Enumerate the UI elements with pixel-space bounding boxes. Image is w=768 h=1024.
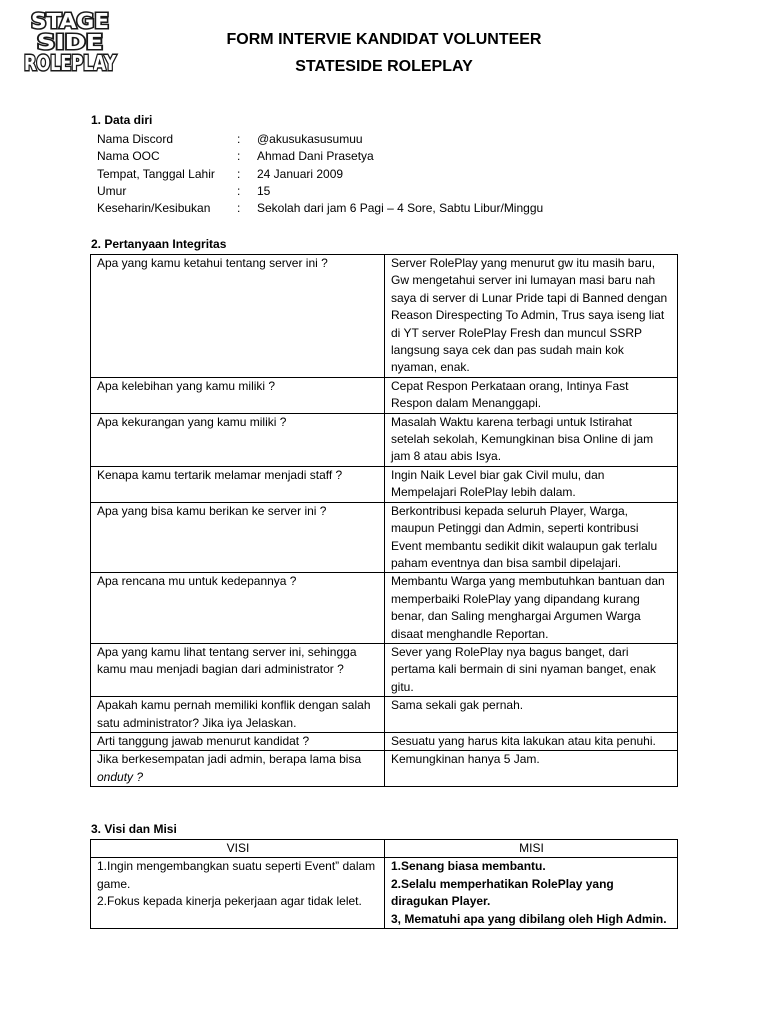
question-cell: Apa kelebihan yang kamu miliki ? <box>91 377 385 413</box>
visi-cell <box>91 858 385 929</box>
table-row <box>91 643 678 696</box>
table-header-row <box>91 840 678 858</box>
misi-cell <box>385 858 678 929</box>
question-text-italic: onduty ? <box>97 769 144 784</box>
field-colon: : <box>237 201 241 215</box>
table-row <box>91 377 678 413</box>
table-row <box>91 413 678 466</box>
table-row <box>91 697 678 733</box>
question-cell: Apa kekurangan yang kamu miliki ? <box>91 413 385 466</box>
answer-cell: Server RolePlay yang menurut gw itu masih baru, Gw mengetahui server ini lumayan masi baru nah saya di server di Lunar Pride tapi di Banned dengan Reason Direspecting To Admin, Trus saya iseng liat di YT server RolePlay Fresh dan muncul SSRP langsung saya cek dan pas sudah main kok nyaman, enak. <box>385 255 678 378</box>
question-cell: Arti tanggung jawab menurut kandidat ? <box>91 732 385 750</box>
answer-cell: Sama sekali gak pernah. <box>385 697 678 733</box>
data-diri-row <box>97 200 543 217</box>
question-cell: Apa yang bisa kamu berikan ke server ini ? <box>91 502 385 573</box>
data-diri-heading: 1. Data diri <box>91 113 153 127</box>
answer-cell: Membantu Warga yang membutuhkan bantuan dan memperbaiki RolePlay yang dipandang kurang benar, dan Saling menghargai Argumen Warga disaat menghandle Reportan. <box>385 573 678 644</box>
integritas-heading: 2. Pertanyaan Integritas <box>91 237 227 251</box>
field-colon: : <box>237 132 241 146</box>
field-colon: : <box>237 184 241 198</box>
visi-misi-table <box>90 839 678 929</box>
question-cell: Kenapa kamu tertarik melamar menjadi staff ? <box>91 466 385 502</box>
misi-column-header: MISI <box>385 840 678 858</box>
logo-line-3: ROLEPLAY <box>24 51 117 75</box>
field-colon: : <box>237 149 241 163</box>
title-line-2: STATESIDE ROLEPLAY <box>295 58 473 75</box>
field-value: Sekolah dari jam 6 Pagi – 4 Sore, Sabtu Libur/Minggu <box>257 201 544 215</box>
table-row <box>91 502 678 573</box>
logo-line-1: STAGE <box>31 9 109 33</box>
field-label: Tempat, Tanggal Lahir <box>97 167 215 181</box>
table-row <box>91 573 678 644</box>
table-row <box>91 255 678 378</box>
misi-item: 2.Selalu memperhatikan RolePlay yang diragukan Player. <box>391 876 614 909</box>
table-row <box>91 732 678 750</box>
field-colon: : <box>237 167 241 181</box>
form-title <box>0 26 768 80</box>
table-row <box>91 466 678 502</box>
visi-misi-heading: 3. Visi dan Misi <box>91 822 177 836</box>
data-diri-row <box>97 166 343 183</box>
field-label: Keseharin/Kesibukan <box>97 201 211 215</box>
answer-cell: Berkontribusi kepada seluruh Player, Warga, maupun Petinggi dan Admin, seperti kontribusi Event membantu sedikit dikit walaupun gak terlalu paham eventnya dan bisa sambil dipelajari. <box>385 502 678 573</box>
logo-line-2: SIDE <box>37 30 103 54</box>
question-text: Jika berkesempatan jadi admin, berapa lama bisa <box>97 752 362 767</box>
question-cell: Apa rencana mu untuk kedepannya ? <box>91 573 385 644</box>
table-row <box>91 858 678 929</box>
field-value: @akusukasusumuu <box>257 132 363 146</box>
misi-item: 1.Senang biasa membantu. <box>391 859 546 874</box>
question-cell: Apa yang kamu lihat tentang server ini, sehingga kamu mau menjadi bagian dari administrator ? <box>91 643 385 696</box>
field-label: Nama Discord <box>97 132 174 146</box>
field-value: 24 Januari 2009 <box>257 167 344 181</box>
answer-cell: Ingin Naik Level biar gak Civil mulu, dan Mempelajari RolePlay lebih dalam. <box>385 466 678 502</box>
answer-cell: Sesuatu yang harus kita lakukan atau kita penuhi. <box>385 732 678 750</box>
data-diri-row <box>97 183 270 200</box>
misi-item: 3, Mematuhi apa yang dibilang oleh High Admin. <box>391 911 667 926</box>
visi-column-header: VISI <box>91 840 385 858</box>
field-value: 15 <box>257 184 271 198</box>
table-row <box>91 751 678 787</box>
integritas-table <box>90 254 678 787</box>
question-cell <box>91 751 385 787</box>
data-diri-row <box>97 131 363 148</box>
visi-item: 2.Fokus kepada kinerja pekerjaan agar tidak lelet. <box>97 894 362 909</box>
visi-item: 1.Ingin mengembangkan suatu seperti Event” dalam game. <box>97 859 376 891</box>
answer-cell: Masalah Waktu karena terbagi untuk Istirahat setelah sekolah, Kemungkinan bisa Online di jam jam 8 atau abis Isya. <box>385 413 678 466</box>
answer-cell: Sever yang RolePlay nya bagus banget, dari pertama kali bermain di sini nyaman banget, enak gitu. <box>385 643 678 696</box>
field-label: Umur <box>97 184 127 198</box>
data-diri-row <box>97 148 374 165</box>
field-label: Nama OOC <box>97 149 160 163</box>
answer-cell: Kemungkinan hanya 5 Jam. <box>385 751 678 787</box>
field-value: Ahmad Dani Prasetya <box>257 149 374 163</box>
question-cell: Apakah kamu pernah memiliki konflik dengan salah satu administrator? Jika iya Jelaskan. <box>91 697 385 733</box>
question-cell: Apa yang kamu ketahui tentang server ini ? <box>91 255 385 378</box>
answer-cell: Cepat Respon Perkataan orang, Intinya Fast Respon dalam Menanggapi. <box>385 377 678 413</box>
title-line-1: FORM INTERVIE KANDIDAT VOLUNTEER <box>226 31 542 48</box>
